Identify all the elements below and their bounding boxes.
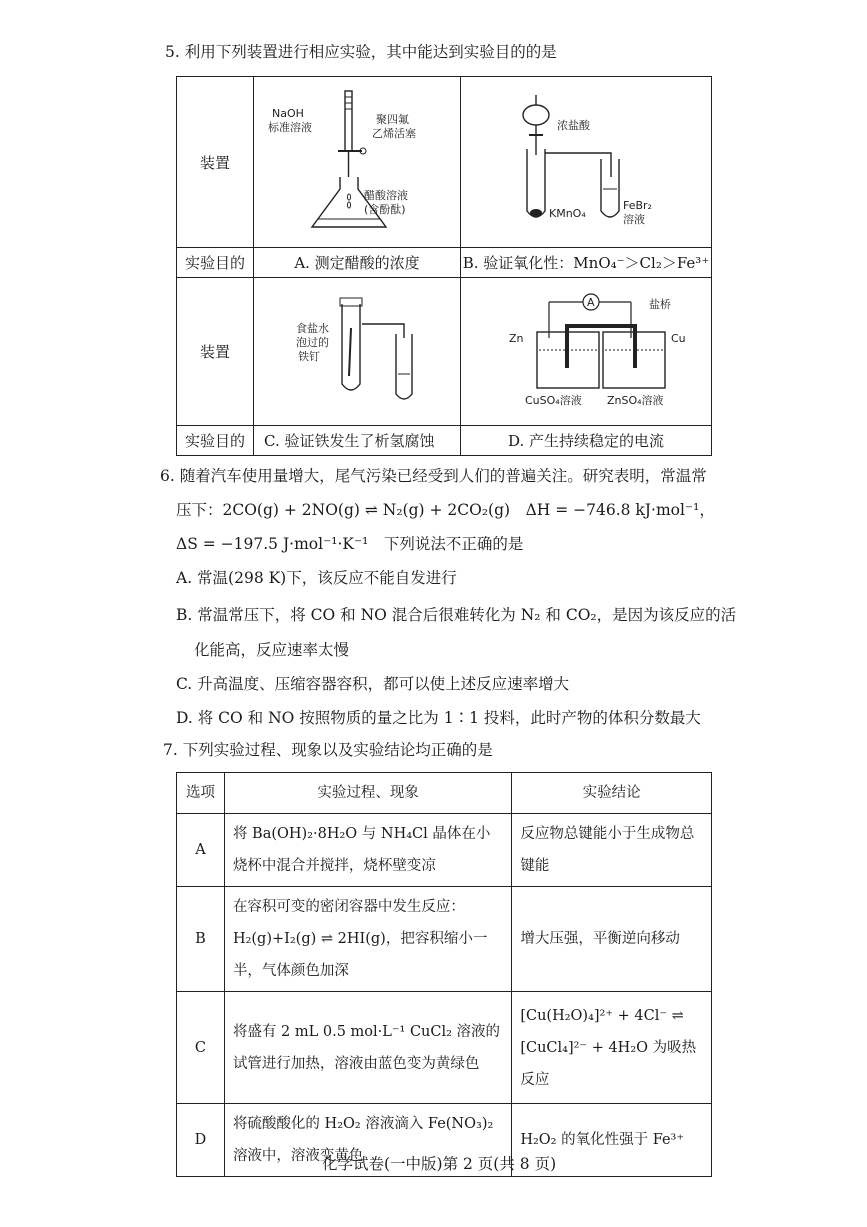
label-naoh: NaOH — [272, 107, 304, 120]
label-conc-hcl: 浓盐酸 — [557, 119, 590, 132]
purpose-label-1: 实验目的 — [177, 248, 254, 278]
corrosion-apparatus-figure — [254, 278, 460, 421]
row-option: C — [177, 992, 225, 1104]
label-zn: Zn — [509, 332, 524, 345]
apparatus-b — [461, 77, 712, 248]
q5-table — [176, 76, 712, 456]
q5-stem: 5. 利用下列装置进行相应实验，其中能达到实验目的的是 — [165, 43, 557, 61]
apparatus-c — [254, 278, 461, 426]
header-option: 选项 — [177, 773, 225, 814]
row-conclusion: H₂O₂ 的氧化性强于 Fe³⁺ — [512, 1104, 712, 1177]
label-cuso4: CuSO₄溶液 — [525, 394, 582, 407]
header-conclusion: 实验结论 — [512, 773, 712, 814]
label-ammeter: A — [587, 296, 595, 309]
header-process: 实验过程、现象 — [224, 773, 511, 814]
label-solution: 溶液 — [623, 213, 645, 226]
label-soaked: 泡过的 — [296, 336, 329, 349]
apparatus-label-2: 装置 — [177, 278, 254, 426]
q6-line-2: 压下：2CO(g) + 2NO(g) ⇌ N₂(g) + 2CO₂(g) ΔH = −746.8 kJ·mol⁻¹， — [176, 501, 715, 519]
purpose-a: A. 测定醋酸的浓度 — [254, 248, 461, 278]
label-ptfe-1: 聚四氟 — [376, 113, 409, 126]
row-option: B — [177, 887, 225, 992]
purpose-c: C. 验证铁发生了析氢腐蚀 — [254, 426, 461, 456]
apparatus-d — [461, 278, 712, 426]
oxidation-apparatus-figure — [461, 77, 711, 243]
q6-option-b-cont: 化能高，反应速率太慢 — [194, 641, 350, 659]
label-brine: 食盐水 — [296, 322, 329, 335]
label-acetic-acid: 醋酸溶液 — [364, 189, 408, 202]
row-conclusion: [Cu(H₂O)₄]²⁺ + 4Cl⁻ ⇌ [CuCl₄]²⁻ + 4H₂O 为吸热反应 — [512, 992, 712, 1104]
purpose-b: B. 验证氧化性：MnO₄⁻＞Cl₂＞Fe³⁺ — [461, 248, 712, 278]
q6-line-1: 6. 随着汽车使用量增大，尾气污染已经受到人们的普遍关注。研究表明，常温常 — [160, 467, 707, 485]
page-footer: 化学试卷(一中版)第 2 页(共 8 页) — [322, 1155, 557, 1173]
label-phenolphthalein: (含酚酞) — [364, 203, 406, 216]
titration-apparatus-figure — [254, 77, 460, 243]
label-kmno4: KMnO₄ — [549, 207, 586, 220]
q6-option-c: C. 升高温度、压缩容器容积，都可以使上述反应速率增大 — [176, 675, 570, 693]
row-process: 将盛有 2 mL 0.5 mol·L⁻¹ CuCl₂ 溶液的试管进行加热，溶液由蓝色变为黄绿色 — [224, 992, 511, 1104]
label-znso4: ZnSO₄溶液 — [607, 394, 664, 407]
purpose-d: D. 产生持续稳定的电流 — [461, 426, 712, 456]
apparatus-label-1: 装置 — [177, 77, 254, 248]
label-cu: Cu — [671, 332, 686, 345]
purpose-label-2: 实验目的 — [177, 426, 254, 456]
apparatus-a — [254, 77, 461, 248]
label-standard-solution: 标准溶液 — [268, 121, 312, 134]
row-process: 将 Ba(OH)₂·8H₂O 与 NH₄Cl 晶体在小烧杯中混合并搅拌，烧杯壁变凉 — [224, 814, 511, 887]
q6-option-a: A. 常温(298 K)下，该反应不能自发进行 — [176, 569, 457, 587]
row-conclusion: 增大压强，平衡逆向移动 — [512, 887, 712, 992]
label-ptfe-2: 乙烯活塞 — [372, 127, 416, 140]
q6-line-3: ΔS = −197.5 J·mol⁻¹·K⁻¹ 下列说法不正确的是 — [176, 535, 524, 553]
q7-table — [176, 772, 712, 1177]
table-row — [177, 814, 712, 887]
label-iron-nail: 铁钉 — [298, 350, 320, 363]
table-row — [177, 887, 712, 992]
galvanic-cell-figure — [461, 278, 711, 421]
row-option: A — [177, 814, 225, 887]
q6-option-d: D. 将 CO 和 NO 按照物质的量之比为 1∶1 投料，此时产物的体积分数最大 — [176, 709, 701, 727]
label-febr2: FeBr₂ — [623, 199, 652, 212]
table-row — [177, 992, 712, 1104]
row-option: D — [177, 1104, 225, 1177]
row-process: 在容积可变的密闭容器中发生反应：H₂(g)+I₂(g) ⇌ 2HI(g)，把容积缩小一半，气体颜色加深 — [224, 887, 511, 992]
row-conclusion: 反应物总键能小于生成物总键能 — [512, 814, 712, 887]
q7-stem: 7. 下列实验过程、现象以及实验结论均正确的是 — [163, 741, 493, 759]
q6-option-b: B. 常温常压下，将 CO 和 NO 混合后很难转化为 N₂ 和 CO₂，是因为该反应的活 — [176, 606, 737, 624]
row-process: 将硫酸酸化的 H₂O₂ 溶液滴入 Fe(NO₃)₂ 溶液中，溶液变黄色 — [224, 1104, 511, 1177]
label-salt-bridge: 盐桥 — [649, 298, 671, 311]
